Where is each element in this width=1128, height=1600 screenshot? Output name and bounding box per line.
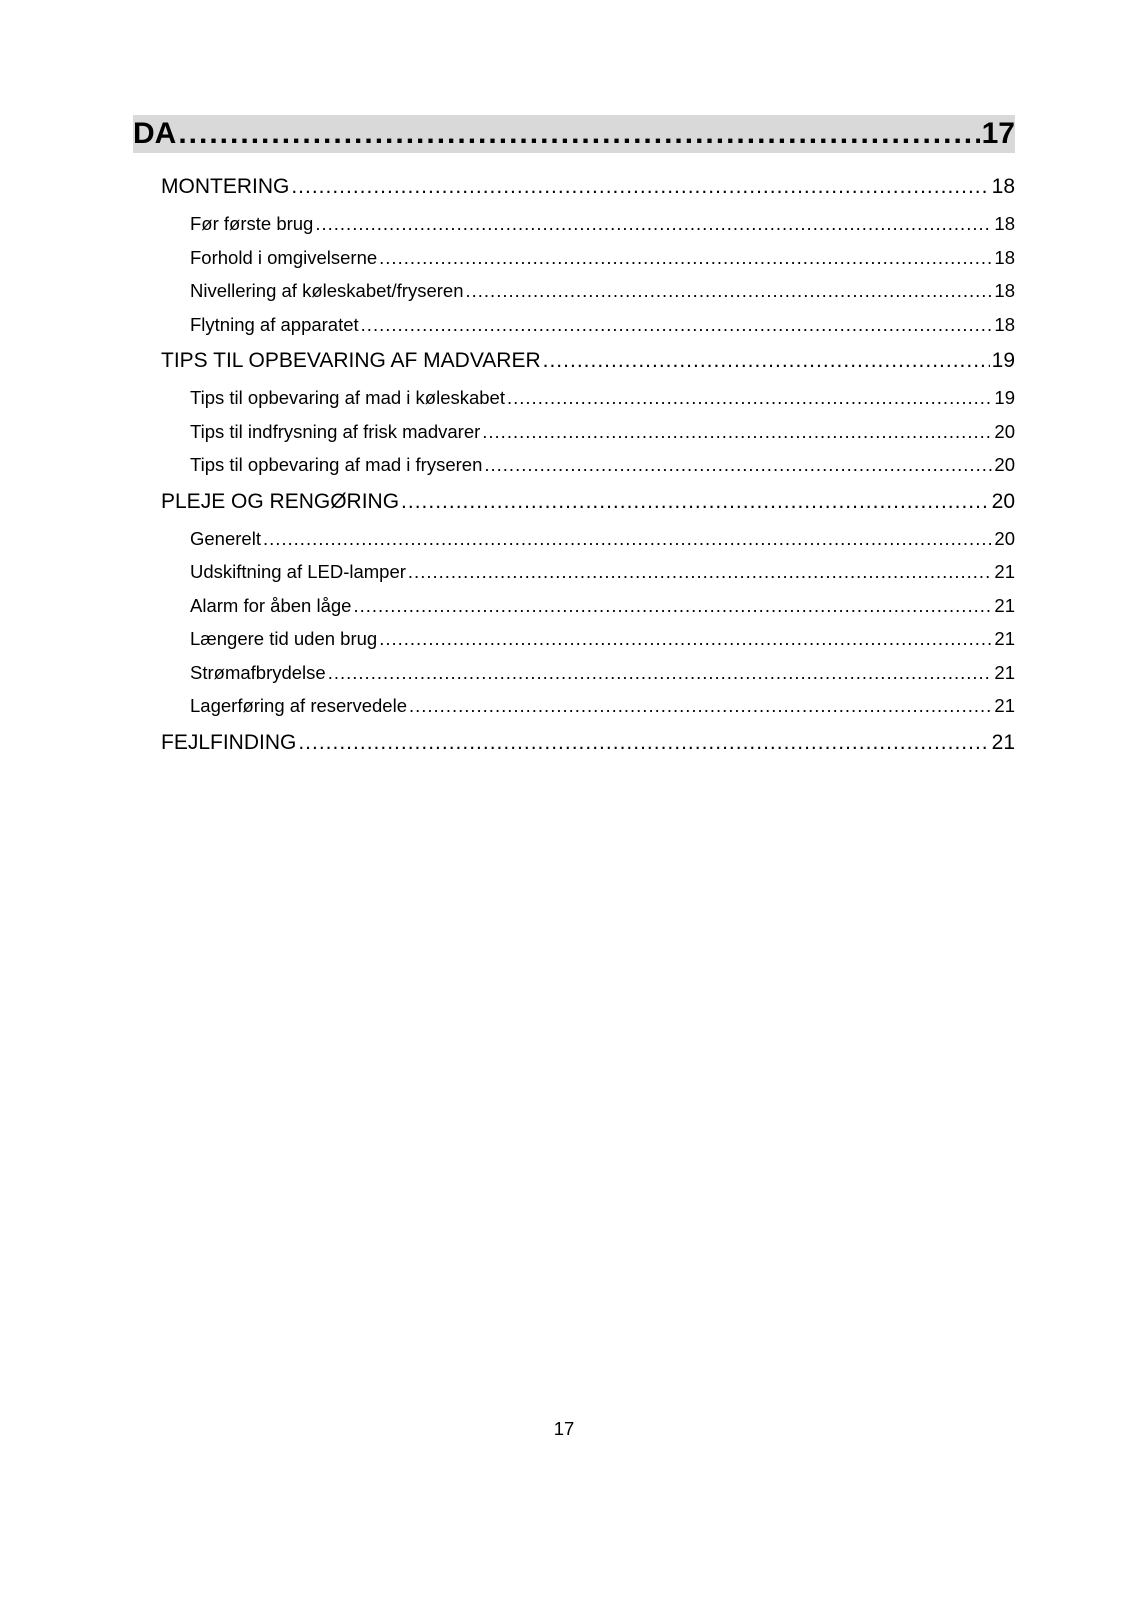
- toc-subsection-title: Tips til indfrysning af frisk madvarer: [190, 420, 481, 442]
- toc-subsection-entry[interactable]: [133, 241, 1015, 275]
- table-of-contents: [133, 115, 1015, 763]
- toc-subsection-page: 18: [994, 213, 1015, 234]
- toc-subsection-entry[interactable]: [133, 522, 1015, 556]
- toc-subsection-entry[interactable]: [133, 689, 1015, 723]
- toc-subsection-page: 20: [994, 420, 1015, 442]
- toc-subsection-page: 21: [994, 695, 1015, 716]
- dot-leader: [379, 622, 992, 656]
- toc-section-title: MONTERING: [161, 175, 290, 198]
- dot-leader: [328, 656, 993, 690]
- toc-subsection-page: 18: [994, 246, 1015, 268]
- toc-subsection-entry[interactable]: [133, 589, 1015, 623]
- toc-chapter-entry[interactable]: [133, 115, 1015, 153]
- toc-subsection-title: Tips til opbevaring af mad i køleskabet: [190, 387, 505, 408]
- toc-section-title: FEJLFINDING: [161, 730, 297, 754]
- toc-section-entry[interactable]: [133, 723, 1015, 763]
- dot-leader: [315, 207, 992, 241]
- toc-subsection-page: 21: [994, 561, 1015, 582]
- toc-subsection-entry[interactable]: [133, 555, 1015, 589]
- toc-section-title: PLEJE OG RENGØRING: [161, 489, 400, 513]
- toc-subsection-page: 19: [994, 387, 1015, 408]
- toc-subsection-entry[interactable]: [133, 448, 1015, 482]
- toc-subsection-entry[interactable]: [133, 656, 1015, 690]
- toc-subsection-entry[interactable]: [133, 274, 1015, 308]
- toc-subsection-page: 20: [994, 454, 1015, 475]
- toc-section-entry[interactable]: [133, 167, 1015, 207]
- toc-subsection-page: 21: [994, 661, 1015, 683]
- toc-subsection-entry[interactable]: [133, 207, 1015, 241]
- dot-leader: [409, 689, 992, 723]
- toc-subsection-title: Tips til opbevaring af mad i fryseren: [190, 454, 483, 475]
- dot-leader: [401, 482, 990, 522]
- toc-subsection-title: Længere tid uden brug: [190, 628, 378, 649]
- toc-section-entry[interactable]: [133, 341, 1015, 381]
- toc-subsection-page: 18: [994, 313, 1015, 335]
- dot-leader: [482, 415, 992, 449]
- toc-subsection-page: 21: [994, 594, 1015, 616]
- dot-leader: [408, 555, 993, 589]
- dot-leader: [379, 241, 992, 275]
- toc-subsection-title: Forhold i omgivelserne: [190, 246, 378, 268]
- toc-section-entry[interactable]: [133, 482, 1015, 522]
- dot-leader: [507, 381, 992, 415]
- toc-subsection-title: Lagerføring af reservedele: [190, 695, 407, 716]
- toc-section-title: TIPS TIL OPBEVARING AF MADVARER: [161, 349, 541, 372]
- toc-subsection-page: 18: [994, 280, 1015, 301]
- toc-chapter-page: 17: [981, 117, 1015, 150]
- dot-leader: [543, 341, 990, 381]
- dot-leader: [353, 589, 992, 623]
- dot-leader: [178, 117, 979, 151]
- toc-subsection-title: Alarm for åben låge: [190, 594, 352, 616]
- toc-subsection-page: 20: [994, 527, 1015, 549]
- page-number: 17: [553, 1418, 575, 1439]
- toc-subsection-entry[interactable]: [133, 308, 1015, 342]
- toc-subsection-page: 21: [994, 628, 1015, 649]
- dot-leader: [298, 723, 989, 763]
- toc-subsection-entry[interactable]: [133, 622, 1015, 656]
- toc-subsection-title: Flytning af apparatet: [190, 313, 359, 335]
- toc-subsection-title: Strømafbrydelse: [190, 661, 326, 683]
- toc-chapter-title: DA: [133, 117, 177, 150]
- toc-subsection-entry[interactable]: [133, 381, 1015, 415]
- toc-section-page: 21: [991, 730, 1015, 754]
- dot-leader: [263, 522, 992, 556]
- toc-section-page: 20: [991, 489, 1015, 513]
- dot-leader: [361, 308, 993, 342]
- toc-section-page: 18: [991, 175, 1015, 198]
- dot-leader: [291, 167, 989, 207]
- toc-subsection-entry[interactable]: [133, 415, 1015, 449]
- toc-subsection-title: Nivellering af køleskabet/fryseren: [190, 280, 464, 301]
- toc-subsection-title: Udskiftning af LED-lamper: [190, 561, 406, 582]
- dot-leader: [484, 448, 992, 482]
- toc-section-page: 19: [991, 349, 1015, 372]
- toc-subsection-title: Generelt: [190, 527, 261, 549]
- toc-subsection-title: Før første brug: [190, 213, 314, 234]
- dot-leader: [466, 274, 993, 308]
